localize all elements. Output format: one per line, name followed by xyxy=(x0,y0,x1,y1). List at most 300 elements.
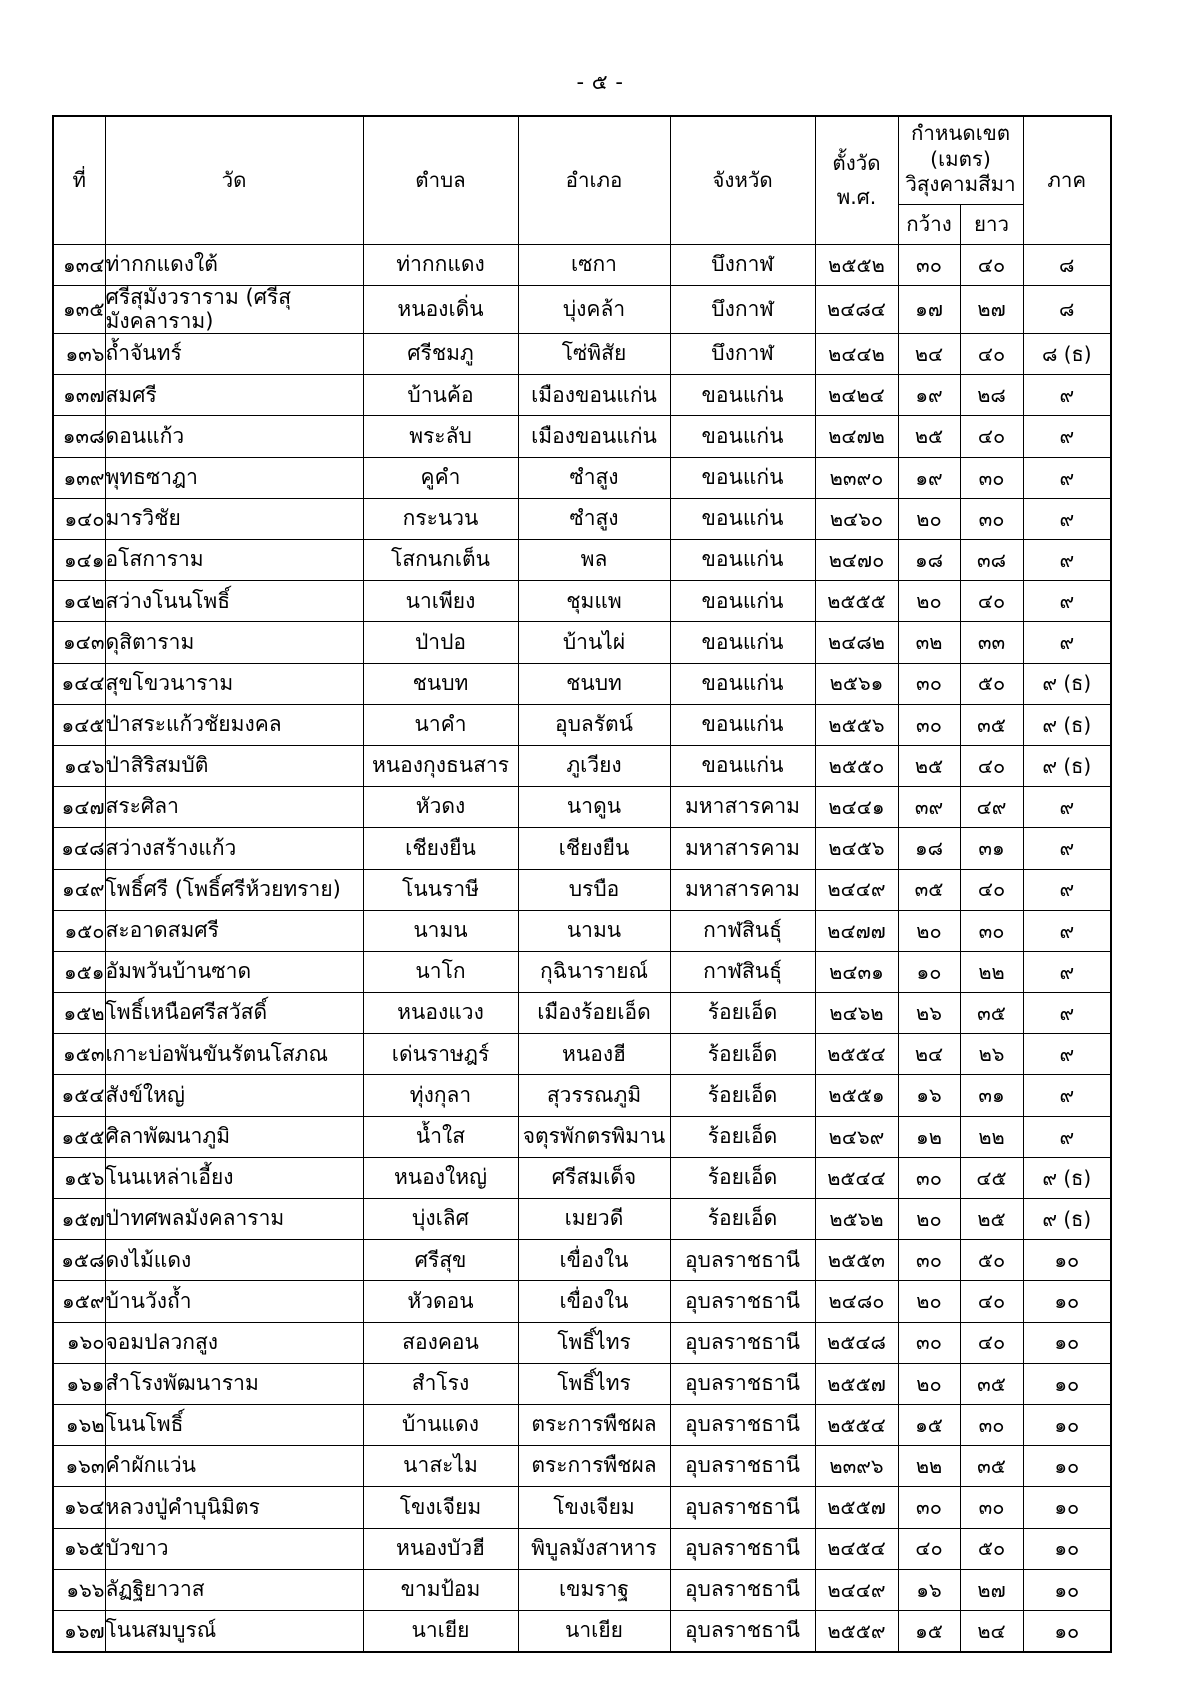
cell-no: ๑๔๔ xyxy=(53,663,105,704)
cell-tambon: นามน xyxy=(363,910,518,951)
cell-width: ๑๙ xyxy=(898,375,960,416)
cell-region: ๙ xyxy=(1023,1075,1111,1116)
established-year-line2: พ.ศ. xyxy=(836,185,877,210)
cell-established-year: ๒๔๖๒ xyxy=(815,993,898,1034)
cell-tambon: เด่นราษฎร์ xyxy=(363,1034,518,1075)
cell-length: ๓๐ xyxy=(960,498,1023,539)
cell-amphoe: เมืองขอนแก่น xyxy=(518,375,670,416)
cell-amphoe: เซกา xyxy=(518,244,670,285)
table-row xyxy=(53,745,1111,786)
cell-region: ๙ xyxy=(1023,375,1111,416)
cell-established-year: ๒๕๕๐ xyxy=(815,745,898,786)
cell-region: ๑๐ xyxy=(1023,1404,1111,1445)
cell-established-year: ๒๓๙๖ xyxy=(815,1446,898,1487)
cell-region: ๘ xyxy=(1023,286,1111,334)
cell-established-year: ๒๔๕๔ xyxy=(815,1528,898,1569)
boundary-line1: กำหนดเขต (เมตร) xyxy=(910,121,1011,171)
cell-changwat: บึงกาฬ xyxy=(670,244,815,285)
cell-width: ๑๕ xyxy=(898,1610,960,1651)
table-row xyxy=(53,1075,1111,1116)
temple-registry-table xyxy=(52,115,1112,1653)
table-row xyxy=(53,1157,1111,1198)
cell-tambon: บ้านค้อ xyxy=(363,375,518,416)
cell-amphoe: ภูเวียง xyxy=(518,745,670,786)
column-header-tambon: ตำบล xyxy=(363,116,518,244)
cell-wat: ป่าสระแก้วชัยมงคล xyxy=(105,704,363,745)
table-row xyxy=(53,1034,1111,1075)
cell-length: ๓๕ xyxy=(960,1446,1023,1487)
cell-changwat: ขอนแก่น xyxy=(670,663,815,704)
cell-established-year: ๒๔๘๐ xyxy=(815,1281,898,1322)
cell-established-year: ๒๔๔๑ xyxy=(815,787,898,828)
cell-region: ๙ xyxy=(1023,951,1111,992)
cell-changwat: บึงกาฬ xyxy=(670,286,815,334)
cell-established-year: ๒๔๗๐ xyxy=(815,540,898,581)
cell-established-year: ๒๕๔๘ xyxy=(815,1322,898,1363)
cell-wat: เกาะบ่อพันขันรัตนโสภณ xyxy=(105,1034,363,1075)
cell-wat: บ้านวังถ้ำ xyxy=(105,1281,363,1322)
cell-no: ๑๔๕ xyxy=(53,704,105,745)
cell-width: ๑๗ xyxy=(898,286,960,334)
established-year-line1: ตั้งวัด xyxy=(832,150,881,175)
cell-established-year: ๒๕๕๖ xyxy=(815,704,898,745)
column-header-boundary-group xyxy=(898,116,1023,204)
cell-region: ๙ xyxy=(1023,498,1111,539)
cell-length: ๒๕ xyxy=(960,1199,1023,1240)
cell-length: ๔๐ xyxy=(960,745,1023,786)
cell-width: ๓๐ xyxy=(898,1487,960,1528)
cell-amphoe: เมืองขอนแก่น xyxy=(518,416,670,457)
cell-region: ๑๐ xyxy=(1023,1240,1111,1281)
cell-wat: มารวิชัย xyxy=(105,498,363,539)
cell-amphoe: ตระการพืชผล xyxy=(518,1404,670,1445)
cell-width: ๓๕ xyxy=(898,869,960,910)
cell-width: ๒๕ xyxy=(898,416,960,457)
cell-no: ๑๕๘ xyxy=(53,1240,105,1281)
cell-changwat: อุบลราชธานี xyxy=(670,1281,815,1322)
cell-established-year: ๒๔๘๒ xyxy=(815,622,898,663)
cell-region: ๙ xyxy=(1023,457,1111,498)
cell-width: ๑๙ xyxy=(898,457,960,498)
cell-established-year: ๒๕๖๒ xyxy=(815,1199,898,1240)
cell-no: ๑๕๑ xyxy=(53,951,105,992)
cell-width: ๒๖ xyxy=(898,993,960,1034)
cell-tambon: นาเพียง xyxy=(363,581,518,622)
table-row xyxy=(53,828,1111,869)
table-row xyxy=(53,1281,1111,1322)
cell-established-year: ๒๕๕๓ xyxy=(815,1240,898,1281)
cell-tambon: ชนบท xyxy=(363,663,518,704)
cell-width: ๓๐ xyxy=(898,663,960,704)
cell-amphoe: หนองฮี xyxy=(518,1034,670,1075)
cell-wat: จอมปลวกสูง xyxy=(105,1322,363,1363)
cell-changwat: ขอนแก่น xyxy=(670,457,815,498)
cell-established-year: ๒๔๒๔ xyxy=(815,375,898,416)
cell-region: ๙ xyxy=(1023,787,1111,828)
cell-no: ๑๕๖ xyxy=(53,1157,105,1198)
cell-region: ๙ xyxy=(1023,416,1111,457)
table-row xyxy=(53,286,1111,334)
cell-changwat: มหาสารคาม xyxy=(670,828,815,869)
cell-tambon: หนองกุงธนสาร xyxy=(363,745,518,786)
cell-amphoe: เชียงยืน xyxy=(518,828,670,869)
cell-changwat: ขอนแก่น xyxy=(670,416,815,457)
cell-established-year: ๒๕๕๗ xyxy=(815,1487,898,1528)
cell-width: ๒๕ xyxy=(898,745,960,786)
cell-wat: สระศิลา xyxy=(105,787,363,828)
cell-no: ๑๖๕ xyxy=(53,1528,105,1569)
table-row xyxy=(53,1322,1111,1363)
cell-established-year: ๒๕๕๕ xyxy=(815,581,898,622)
cell-no: ๑๖๖ xyxy=(53,1569,105,1610)
cell-no: ๑๖๐ xyxy=(53,1322,105,1363)
cell-wat: อโสการาม xyxy=(105,540,363,581)
cell-amphoe: นาดูน xyxy=(518,787,670,828)
cell-no: ๑๖๔ xyxy=(53,1487,105,1528)
cell-changwat: ขอนแก่น xyxy=(670,622,815,663)
cell-established-year: ๒๔๘๔ xyxy=(815,286,898,334)
cell-region: ๙ (ธ) xyxy=(1023,745,1111,786)
cell-tambon: โขงเจียม xyxy=(363,1487,518,1528)
cell-changwat: ขอนแก่น xyxy=(670,498,815,539)
cell-length: ๓๓ xyxy=(960,622,1023,663)
table-row xyxy=(53,663,1111,704)
cell-changwat: ร้อยเอ็ด xyxy=(670,1034,815,1075)
cell-established-year: ๒๔๔๒ xyxy=(815,334,898,375)
cell-wat: สังข์ใหญ่ xyxy=(105,1075,363,1116)
cell-region: ๙ xyxy=(1023,993,1111,1034)
cell-wat: โนนโพธิ์ xyxy=(105,1404,363,1445)
cell-length: ๔๐ xyxy=(960,334,1023,375)
cell-region: ๙ (ธ) xyxy=(1023,1157,1111,1198)
cell-width: ๓๐ xyxy=(898,244,960,285)
cell-region: ๘ xyxy=(1023,244,1111,285)
cell-wat: หลวงปู่คำบุนิมิตร xyxy=(105,1487,363,1528)
cell-established-year: ๒๕๕๑ xyxy=(815,1075,898,1116)
cell-width: ๒๐ xyxy=(898,498,960,539)
cell-wat: บัวขาว xyxy=(105,1528,363,1569)
cell-wat: โนนสมบูรณ์ xyxy=(105,1610,363,1651)
cell-changwat: อุบลราชธานี xyxy=(670,1322,815,1363)
cell-tambon: เชียงยืน xyxy=(363,828,518,869)
cell-wat: สำโรงพัฒนาราม xyxy=(105,1363,363,1404)
cell-changwat: อุบลราชธานี xyxy=(670,1528,815,1569)
cell-length: ๒๖ xyxy=(960,1034,1023,1075)
cell-tambon: ป่าปอ xyxy=(363,622,518,663)
cell-amphoe: ซำสูง xyxy=(518,457,670,498)
cell-established-year: ๒๔๔๙ xyxy=(815,1569,898,1610)
cell-length: ๒๒ xyxy=(960,1116,1023,1157)
cell-tambon: กระนวน xyxy=(363,498,518,539)
cell-tambon: สองคอน xyxy=(363,1322,518,1363)
cell-amphoe: พล xyxy=(518,540,670,581)
cell-no: ๑๔๖ xyxy=(53,745,105,786)
cell-amphoe: อุบลรัตน์ xyxy=(518,704,670,745)
cell-width: ๑๘ xyxy=(898,540,960,581)
cell-width: ๓๐ xyxy=(898,1157,960,1198)
table-row xyxy=(53,1199,1111,1240)
cell-tambon: นาเยีย xyxy=(363,1610,518,1651)
cell-wat: ดุสิตาราม xyxy=(105,622,363,663)
table-row xyxy=(53,416,1111,457)
table-row xyxy=(53,704,1111,745)
cell-no: ๑๖๒ xyxy=(53,1404,105,1445)
cell-length: ๒๔ xyxy=(960,1610,1023,1651)
cell-length: ๕๐ xyxy=(960,663,1023,704)
cell-wat: ท่ากกแดงใต้ xyxy=(105,244,363,285)
cell-length: ๓๕ xyxy=(960,993,1023,1034)
cell-wat: ป่าทศพลมังคลาราม xyxy=(105,1199,363,1240)
cell-changwat: ร้อยเอ็ด xyxy=(670,1157,815,1198)
cell-tambon: โนนราษี xyxy=(363,869,518,910)
cell-no: ๑๓๔ xyxy=(53,244,105,285)
cell-length: ๓๑ xyxy=(960,828,1023,869)
cell-width: ๑๐ xyxy=(898,951,960,992)
table-body xyxy=(53,244,1111,1651)
cell-region: ๙ xyxy=(1023,540,1111,581)
table-row xyxy=(53,1610,1111,1651)
cell-wat: โพธิ์ศรี (โพธิ์ศรีห้วยทราย) xyxy=(105,869,363,910)
cell-amphoe: สุวรรณภูมิ xyxy=(518,1075,670,1116)
column-header-no: ที่ xyxy=(53,116,105,244)
cell-no: ๑๖๗ xyxy=(53,1610,105,1651)
cell-region: ๙ xyxy=(1023,581,1111,622)
cell-amphoe: โพธิ์ไทร xyxy=(518,1363,670,1404)
cell-no: ๑๔๒ xyxy=(53,581,105,622)
table-row xyxy=(53,1528,1111,1569)
cell-region: ๘ (ธ) xyxy=(1023,334,1111,375)
cell-wat: คำผักแว่น xyxy=(105,1446,363,1487)
cell-length: ๓๑ xyxy=(960,1075,1023,1116)
cell-changwat: อุบลราชธานี xyxy=(670,1240,815,1281)
column-header-changwat: จังหวัด xyxy=(670,116,815,244)
cell-amphoe: พิบูลมังสาหาร xyxy=(518,1528,670,1569)
cell-amphoe: โซ่พิสัย xyxy=(518,334,670,375)
cell-tambon: บุ่งเลิศ xyxy=(363,1199,518,1240)
cell-tambon: หนองเดิ่น xyxy=(363,286,518,334)
cell-wat: ถ้ำจันทร์ xyxy=(105,334,363,375)
cell-established-year: ๒๕๔๔ xyxy=(815,1157,898,1198)
cell-wat: ดงไม้แดง xyxy=(105,1240,363,1281)
table-row xyxy=(53,1404,1111,1445)
page-number: - ๕ - xyxy=(576,70,624,94)
cell-established-year: ๒๔๖๐ xyxy=(815,498,898,539)
cell-region: ๙ (ธ) xyxy=(1023,663,1111,704)
cell-changwat: กาฬสินธุ์ xyxy=(670,951,815,992)
cell-length: ๓๐ xyxy=(960,457,1023,498)
cell-wat: ป่าสิริสมบัติ xyxy=(105,745,363,786)
column-header-amphoe: อำเภอ xyxy=(518,116,670,244)
cell-region: ๙ xyxy=(1023,910,1111,951)
cell-established-year: ๒๓๙๐ xyxy=(815,457,898,498)
cell-no: ๑๖๑ xyxy=(53,1363,105,1404)
cell-width: ๓๐ xyxy=(898,1240,960,1281)
cell-length: ๓๐ xyxy=(960,1487,1023,1528)
cell-no: ๑๓๕ xyxy=(53,286,105,334)
cell-changwat: ร้อยเอ็ด xyxy=(670,1075,815,1116)
cell-tambon: ขามป้อม xyxy=(363,1569,518,1610)
cell-tambon: ศรีสุข xyxy=(363,1240,518,1281)
table-row xyxy=(53,622,1111,663)
cell-amphoe: ชุมแพ xyxy=(518,581,670,622)
cell-amphoe: เมืองร้อยเอ็ด xyxy=(518,993,670,1034)
cell-changwat: อุบลราชธานี xyxy=(670,1404,815,1445)
cell-amphoe: เขมราฐ xyxy=(518,1569,670,1610)
table-row xyxy=(53,334,1111,375)
cell-wat: อัมพวันบ้านซาด xyxy=(105,951,363,992)
column-header-region: ภาค xyxy=(1023,116,1111,244)
cell-region: ๙ xyxy=(1023,1116,1111,1157)
cell-amphoe: นามน xyxy=(518,910,670,951)
cell-tambon: บ้านแดง xyxy=(363,1404,518,1445)
cell-no: ๑๕๓ xyxy=(53,1034,105,1075)
cell-region: ๑๐ xyxy=(1023,1528,1111,1569)
cell-length: ๔๐ xyxy=(960,869,1023,910)
cell-length: ๓๐ xyxy=(960,1404,1023,1445)
cell-width: ๒๐ xyxy=(898,910,960,951)
cell-length: ๕๐ xyxy=(960,1528,1023,1569)
cell-changwat: ขอนแก่น xyxy=(670,745,815,786)
cell-amphoe: บ้านไผ่ xyxy=(518,622,670,663)
cell-changwat: ร้อยเอ็ด xyxy=(670,1199,815,1240)
column-header-established-year xyxy=(815,116,898,244)
cell-width: ๔๐ xyxy=(898,1528,960,1569)
cell-wat: สว่างสร้างแก้ว xyxy=(105,828,363,869)
cell-no: ๑๓๗ xyxy=(53,375,105,416)
column-header-length: ยาว xyxy=(960,204,1023,244)
cell-tambon: ทุ่งกุลา xyxy=(363,1075,518,1116)
cell-no: ๑๔๘ xyxy=(53,828,105,869)
cell-width: ๑๖ xyxy=(898,1075,960,1116)
cell-changwat: บึงกาฬ xyxy=(670,334,815,375)
cell-no: ๑๕๙ xyxy=(53,1281,105,1322)
cell-wat: สมศรี xyxy=(105,375,363,416)
cell-region: ๙ xyxy=(1023,1034,1111,1075)
cell-no: ๑๕๗ xyxy=(53,1199,105,1240)
cell-wat: พุทธซาฎา xyxy=(105,457,363,498)
cell-amphoe: เมยวดี xyxy=(518,1199,670,1240)
header-row-main xyxy=(53,116,1111,204)
cell-changwat: มหาสารคาม xyxy=(670,869,815,910)
cell-changwat: มหาสารคาม xyxy=(670,787,815,828)
cell-established-year: ๒๕๕๗ xyxy=(815,1363,898,1404)
table-row xyxy=(53,1446,1111,1487)
cell-length: ๔๐ xyxy=(960,581,1023,622)
table-row xyxy=(53,910,1111,951)
cell-wat: ศิลาพัฒนาภูมิ xyxy=(105,1116,363,1157)
table-row xyxy=(53,1569,1111,1610)
cell-width: ๑๒ xyxy=(898,1116,960,1157)
cell-wat: ดอนแก้ว xyxy=(105,416,363,457)
cell-established-year: ๒๕๕๔ xyxy=(815,1034,898,1075)
cell-region: ๑๐ xyxy=(1023,1322,1111,1363)
cell-tambon: หัวดง xyxy=(363,787,518,828)
cell-length: ๔๙ xyxy=(960,787,1023,828)
cell-changwat: อุบลราชธานี xyxy=(670,1610,815,1651)
cell-changwat: กาฬสินธุ์ xyxy=(670,910,815,951)
cell-established-year: ๒๔๔๙ xyxy=(815,869,898,910)
cell-width: ๒๒ xyxy=(898,1446,960,1487)
cell-established-year: ๒๕๖๑ xyxy=(815,663,898,704)
cell-tambon: หนองแวง xyxy=(363,993,518,1034)
cell-no: ๑๔๑ xyxy=(53,540,105,581)
cell-amphoe: บุ่งคล้า xyxy=(518,286,670,334)
cell-tambon: น้ำใส xyxy=(363,1116,518,1157)
cell-amphoe: นาเยีย xyxy=(518,1610,670,1651)
cell-no: ๑๔๐ xyxy=(53,498,105,539)
cell-established-year: ๒๔๓๑ xyxy=(815,951,898,992)
cell-established-year: ๒๔๗๒ xyxy=(815,416,898,457)
table-row xyxy=(53,244,1111,285)
cell-region: ๑๐ xyxy=(1023,1569,1111,1610)
cell-established-year: ๒๔๖๙ xyxy=(815,1116,898,1157)
cell-wat: โนนเหล่าเอี้ยง xyxy=(105,1157,363,1198)
cell-region: ๑๐ xyxy=(1023,1610,1111,1651)
cell-amphoe: ศรีสมเด็จ xyxy=(518,1157,670,1198)
cell-tambon: สำโรง xyxy=(363,1363,518,1404)
cell-tambon: โสกนกเต็น xyxy=(363,540,518,581)
cell-changwat: อุบลราชธานี xyxy=(670,1487,815,1528)
cell-region: ๙ (ธ) xyxy=(1023,704,1111,745)
cell-length: ๓๐ xyxy=(960,910,1023,951)
cell-no: ๑๓๙ xyxy=(53,457,105,498)
cell-width: ๒๐ xyxy=(898,1363,960,1404)
cell-width: ๒๔ xyxy=(898,1034,960,1075)
cell-length: ๒๗ xyxy=(960,1569,1023,1610)
cell-tambon: คูคำ xyxy=(363,457,518,498)
cell-length: ๓๘ xyxy=(960,540,1023,581)
cell-changwat: ขอนแก่น xyxy=(670,375,815,416)
cell-amphoe: เขื่องใน xyxy=(518,1281,670,1322)
cell-region: ๙ xyxy=(1023,869,1111,910)
cell-region: ๙ xyxy=(1023,828,1111,869)
cell-tambon: นาคำ xyxy=(363,704,518,745)
cell-established-year: ๒๔๗๗ xyxy=(815,910,898,951)
cell-no: ๑๔๓ xyxy=(53,622,105,663)
cell-changwat: ขอนแก่น xyxy=(670,581,815,622)
cell-wat: ลัฏฐิยาวาส xyxy=(105,1569,363,1610)
cell-length: ๔๐ xyxy=(960,416,1023,457)
cell-width: ๑๕ xyxy=(898,1404,960,1445)
cell-established-year: ๒๔๕๖ xyxy=(815,828,898,869)
column-header-width: กว้าง xyxy=(898,204,960,244)
cell-width: ๒๐ xyxy=(898,1281,960,1322)
table-row xyxy=(53,1487,1111,1528)
cell-tambon: นาโก xyxy=(363,951,518,992)
cell-amphoe: จตุรพักตรพิมาน xyxy=(518,1116,670,1157)
cell-region: ๑๐ xyxy=(1023,1363,1111,1404)
cell-no: ๑๔๙ xyxy=(53,869,105,910)
cell-amphoe: ชนบท xyxy=(518,663,670,704)
table-row xyxy=(53,1363,1111,1404)
cell-no: ๑๔๗ xyxy=(53,787,105,828)
cell-amphoe: บรบือ xyxy=(518,869,670,910)
cell-wat: สว่างโนนโพธิ์ xyxy=(105,581,363,622)
table-row xyxy=(53,581,1111,622)
cell-tambon: หนองบัวฮี xyxy=(363,1528,518,1569)
temple-registry-table-wrapper xyxy=(52,115,1110,1653)
cell-length: ๒๘ xyxy=(960,375,1023,416)
cell-changwat: อุบลราชธานี xyxy=(670,1569,815,1610)
cell-amphoe: กุฉินารายณ์ xyxy=(518,951,670,992)
column-header-wat: วัด xyxy=(105,116,363,244)
cell-length: ๓๕ xyxy=(960,704,1023,745)
cell-length: ๓๕ xyxy=(960,1363,1023,1404)
cell-tambon: หนองใหญ่ xyxy=(363,1157,518,1198)
cell-width: ๓๒ xyxy=(898,622,960,663)
cell-changwat: ขอนแก่น xyxy=(670,704,815,745)
table-row xyxy=(53,457,1111,498)
